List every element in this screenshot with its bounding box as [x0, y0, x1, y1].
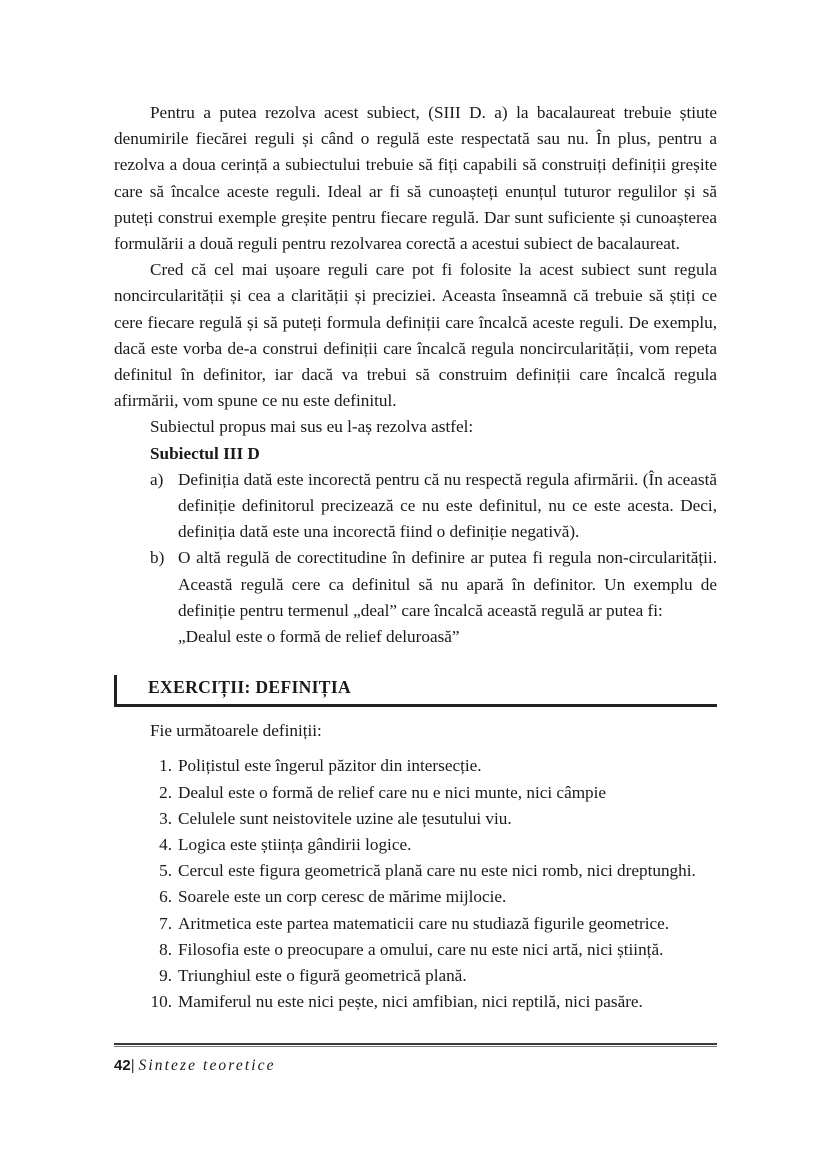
list-item-text: O altă regulă de corectitudine în definire ar putea fi regula non-circularității. Această regulă cere ca definitul să nu apară în definitor. Un exemplu de definiție pentru termenul „deal” care încalcă această regulă ar putea fi: — [178, 548, 717, 620]
list-item-marker: 9. — [159, 966, 172, 986]
list-item-marker: 7. — [159, 913, 172, 933]
list-item-marker: a) — [150, 469, 164, 489]
list-item-text: Mamiferul nu este nici pește, nici amfibian, nici reptilă, nici pasăre. — [178, 992, 643, 1012]
list-item — [114, 806, 717, 832]
list-item-marker: 6. — [159, 887, 172, 907]
list-item — [114, 884, 717, 910]
list-item — [114, 963, 717, 989]
spacer — [114, 744, 717, 753]
solution-intro-line: Subiectul propus mai sus eu l-aș rezolva astfel: — [150, 417, 474, 437]
list-item-text: Polițistul este îngerul păzitor din intersecție. — [178, 756, 482, 776]
solution-quote: „Dealul este o formă de relief deluroasă” — [178, 627, 460, 647]
list-item-text: Definiția dată este incorectă pentru că nu respectă regula afirmării. (În această definiție definitorul precizează ce nu este definitul, nu ce este acesta. Deci, definiția dată este una incorectă fiind o definiție negativă). — [178, 469, 717, 542]
list-item-text: Dealul este o formă de relief care nu e nici munte, nici câmpie — [178, 782, 607, 802]
page-title: EXERCIȚII: DEFINIȚIA — [148, 677, 351, 698]
heading-horizontal-rule — [114, 704, 717, 707]
list-item-marker: 1. — [159, 756, 172, 776]
solution-list — [114, 467, 717, 624]
list-item — [114, 753, 717, 779]
body-paragraph-2: Cred că cel mai ușoare reguli care pot fi folosite la acest subiect sunt regula noncircularității și cea a clarității și preciziei. Aceasta înseamnă că trebuie să știți ce cere fiecare regulă și să puteți formula definiții care încalcă aceste reguli. De exemplu, dacă este vorba de-a construi definiții care încalcă regula noncircularității, vom repeta definitul în definitor, iar dacă va trebui să construim definiții care încalcă regula afirmării, vom spune ce nu este definitul. — [114, 260, 717, 411]
list-item-text: Triunghiul este o figură geometrică plană. — [178, 966, 467, 986]
exercise-lead-line: Fie următoarele definiții: — [150, 721, 322, 741]
list-item — [114, 467, 717, 546]
solution-title: Subiectul III D — [150, 443, 260, 463]
list-item-text: Logica este știința gândirii logice. — [178, 835, 412, 855]
list-item-text: Cercul este figura geometrică plană care nu este nici romb, nici dreptunghi. — [178, 861, 696, 881]
exercise-list — [114, 753, 717, 1015]
list-item — [114, 858, 717, 884]
list-item-marker: 8. — [159, 939, 172, 959]
list-item-marker: 5. — [159, 861, 172, 881]
page-number: 42 — [114, 1057, 131, 1074]
list-item-marker: 10. — [150, 992, 172, 1012]
heading-vertical-bar — [114, 675, 117, 707]
list-item-marker: b) — [150, 548, 165, 568]
list-item-text: Filosofia este o preocupare a omului, care nu este nici artă, nici știință. — [178, 939, 664, 959]
list-item — [114, 911, 717, 937]
footer-rule — [114, 1043, 717, 1045]
footer-book-title: Sinteze teoretice — [138, 1057, 276, 1074]
list-item-marker: 3. — [159, 808, 172, 828]
list-item — [114, 937, 717, 963]
list-item-marker: 2. — [159, 782, 172, 802]
body-paragraph-1: Pentru a putea rezolva acest subiect, (SIII D. a) la bacalaureat trebuie știute denumirile fiecărei reguli și când o regulă este respectată sau nu. În plus, pentru a rezolva a doua cerință a subiectului trebuie să fiți capabili să construiți definiții greșite care să încalce aceste reguli. Ideal ar fi să cunoașteți enunțul tuturor regulilor și să puteți construi exemple greșite pentru fiecare regulă. Dar sunt suficiente și cunoașterea formulării a două reguli pentru rezolvarea corectă a acestui subiect de bacalaureat. — [114, 103, 717, 254]
list-item — [114, 832, 717, 858]
list-item-text: Soarele este un corp ceresc de mărime mijlocie. — [178, 887, 507, 907]
page-content — [114, 100, 717, 1016]
page-footer — [114, 1043, 717, 1076]
list-item — [114, 989, 717, 1015]
list-item-text: Celulele sunt neistovitele uzine ale țesutului viu. — [178, 808, 512, 828]
list-item-marker: 4. — [159, 835, 172, 855]
footer-line — [114, 1056, 717, 1076]
exercise-section-heading — [114, 672, 717, 718]
list-item-text: Aritmetica este partea matematicii care nu studiază figurile geometrice. — [178, 913, 670, 933]
list-item — [114, 545, 717, 624]
footer-separator: | — [130, 1057, 135, 1074]
list-item — [114, 780, 717, 806]
footer-rule-thin — [114, 1046, 717, 1047]
